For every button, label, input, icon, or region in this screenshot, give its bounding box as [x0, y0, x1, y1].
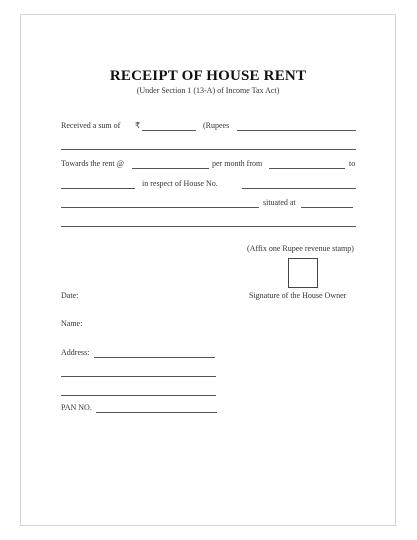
date-label: Date: [61, 291, 79, 300]
rupee-symbol: ₹ [135, 121, 141, 130]
rupees-label: (Rupees [203, 121, 230, 130]
house-number-field[interactable] [242, 188, 356, 189]
receipt-form [20, 14, 396, 526]
per-month-from-label: per month from [212, 159, 263, 168]
revenue-stamp-box [288, 258, 318, 288]
received-label: Received a sum of [61, 121, 121, 130]
address-continued-field[interactable] [61, 226, 356, 227]
address-label: Address: [61, 348, 90, 357]
pan-field[interactable] [96, 412, 217, 413]
period-from-field[interactable] [269, 168, 345, 169]
period-to-field[interactable] [61, 188, 135, 189]
pan-label: PAN NO. [61, 403, 92, 412]
amount-in-words-continued-field[interactable] [61, 149, 356, 150]
towards-rent-label: Towards the rent @ [61, 159, 125, 168]
form-subtitle: (Under Section 1 (13-A) of Income Tax Act) [136, 86, 280, 95]
owner-address-line2-field[interactable] [61, 376, 216, 377]
amount-field[interactable] [142, 130, 196, 131]
signature-label: Signature of the House Owner [249, 291, 347, 300]
owner-address-line3-field[interactable] [61, 395, 216, 396]
revenue-stamp-note: (Affix one Rupee revenue stamp) [247, 244, 354, 253]
situated-at-field[interactable] [301, 207, 353, 208]
amount-in-words-field[interactable] [237, 130, 356, 131]
to-label: to [349, 159, 356, 168]
situated-at-label: situated at [263, 198, 296, 207]
house-number-label: in respect of House No. [142, 179, 218, 188]
rent-rate-field[interactable] [132, 168, 209, 169]
name-label: Name: [61, 319, 83, 328]
form-title: RECEIPT OF HOUSE RENT [109, 68, 307, 84]
house-address-field[interactable] [61, 207, 259, 208]
owner-address-field[interactable] [94, 357, 215, 358]
